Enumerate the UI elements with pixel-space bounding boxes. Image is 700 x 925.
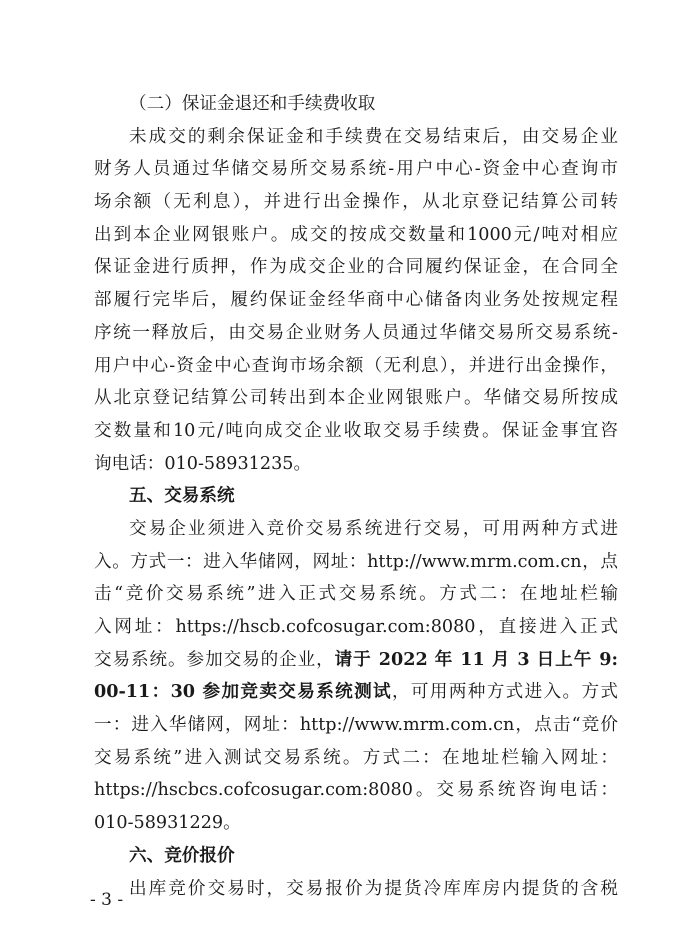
paragraph-line-mixed — [94, 644, 618, 677]
bold-test-date-text: 请于 2022 年 11 月 3 日上午 9: — [334, 648, 618, 670]
section-heading-bid-quote: 六、竞价报价 — [129, 845, 235, 866]
paragraph-line: 出到本企业网银账户。成交的按成交数量和1000元/吨对相应 — [94, 224, 618, 245]
paragraph-line: 财务人员通过华储交易所交易系统-用户中心-资金中心查询市 — [94, 159, 618, 180]
bold-test-time-text: 00-11：30 参加竞卖交易系统测试 — [94, 681, 392, 703]
paragraph-line: 交易企业须进入竞价交易系统进行交易，可用两种方式进 — [129, 518, 618, 539]
paragraph-line: 击“竞价交易系统”进入正式交易系统。方式二：在地址栏输 — [94, 584, 618, 605]
section-heading-trading-system: 五、交易系统 — [129, 486, 235, 507]
paragraph-line: 入网址：https://hscb.cofcosugar.com:8080，直接进入正式 — [94, 617, 618, 637]
paragraph-line: 交易系统”进入测试交易系统。方式二：在地址栏输入网址： — [94, 747, 618, 768]
paragraph-text: 交易系统。参加交易的企业， — [94, 649, 335, 670]
paragraph-line: 部履行完毕后，履约保证金经华商中心储备肉业务处按规定程 — [94, 290, 618, 311]
paragraph-line: 一：进入华储网，网址：http://www.mrm.com.cn，点击“竞价 — [94, 715, 618, 736]
page-number: - 3 - — [90, 890, 124, 910]
paragraph-line: 出库竞价交易时，交易报价为提货冷库库房内提货的含税 — [129, 878, 618, 899]
paragraph-line: 用户中心-资金中心查询市场余额（无利息），并进行出金操作， — [94, 355, 618, 376]
paragraph-line: 入。方式一：进入华储网，网址：http://www.mrm.com.cn，点 — [94, 551, 618, 572]
paragraph-line-mixed — [94, 676, 618, 709]
paragraph-line: 从北京登记结算公司转出到本企业网银账户。华储交易所按成 — [94, 388, 618, 409]
paragraph-line: 序统一释放后，由交易企业财务人员通过华储交易所交易系统- — [94, 322, 618, 343]
paragraph-text: ，可用两种方式进入。方式 — [391, 682, 618, 703]
document-body — [94, 88, 618, 905]
paragraph-line: 场余额（无利息），并进行出金操作，从北京登记结算公司转 — [94, 192, 618, 213]
paragraph-line: 交数量和10元/吨向成交企业收取交易手续费。保证金事宜咨 — [94, 420, 618, 441]
section-heading-refund: （二）保证金退还和手续费收取 — [129, 94, 376, 114]
paragraph-line: 保证金进行质押，作为成交企业的合同履约保证金，在合同全 — [94, 257, 618, 278]
paragraph-line: 未成交的剩余保证金和手续费在交易结束后，由交易企业 — [129, 126, 618, 147]
paragraph-line: 询电话：010-58931235。 — [94, 453, 312, 474]
paragraph-line: https://hscbcs.cofcosugar.com:8080。交易系统咨询电话： — [94, 780, 618, 801]
paragraph-line: 010-58931229。 — [94, 813, 241, 834]
